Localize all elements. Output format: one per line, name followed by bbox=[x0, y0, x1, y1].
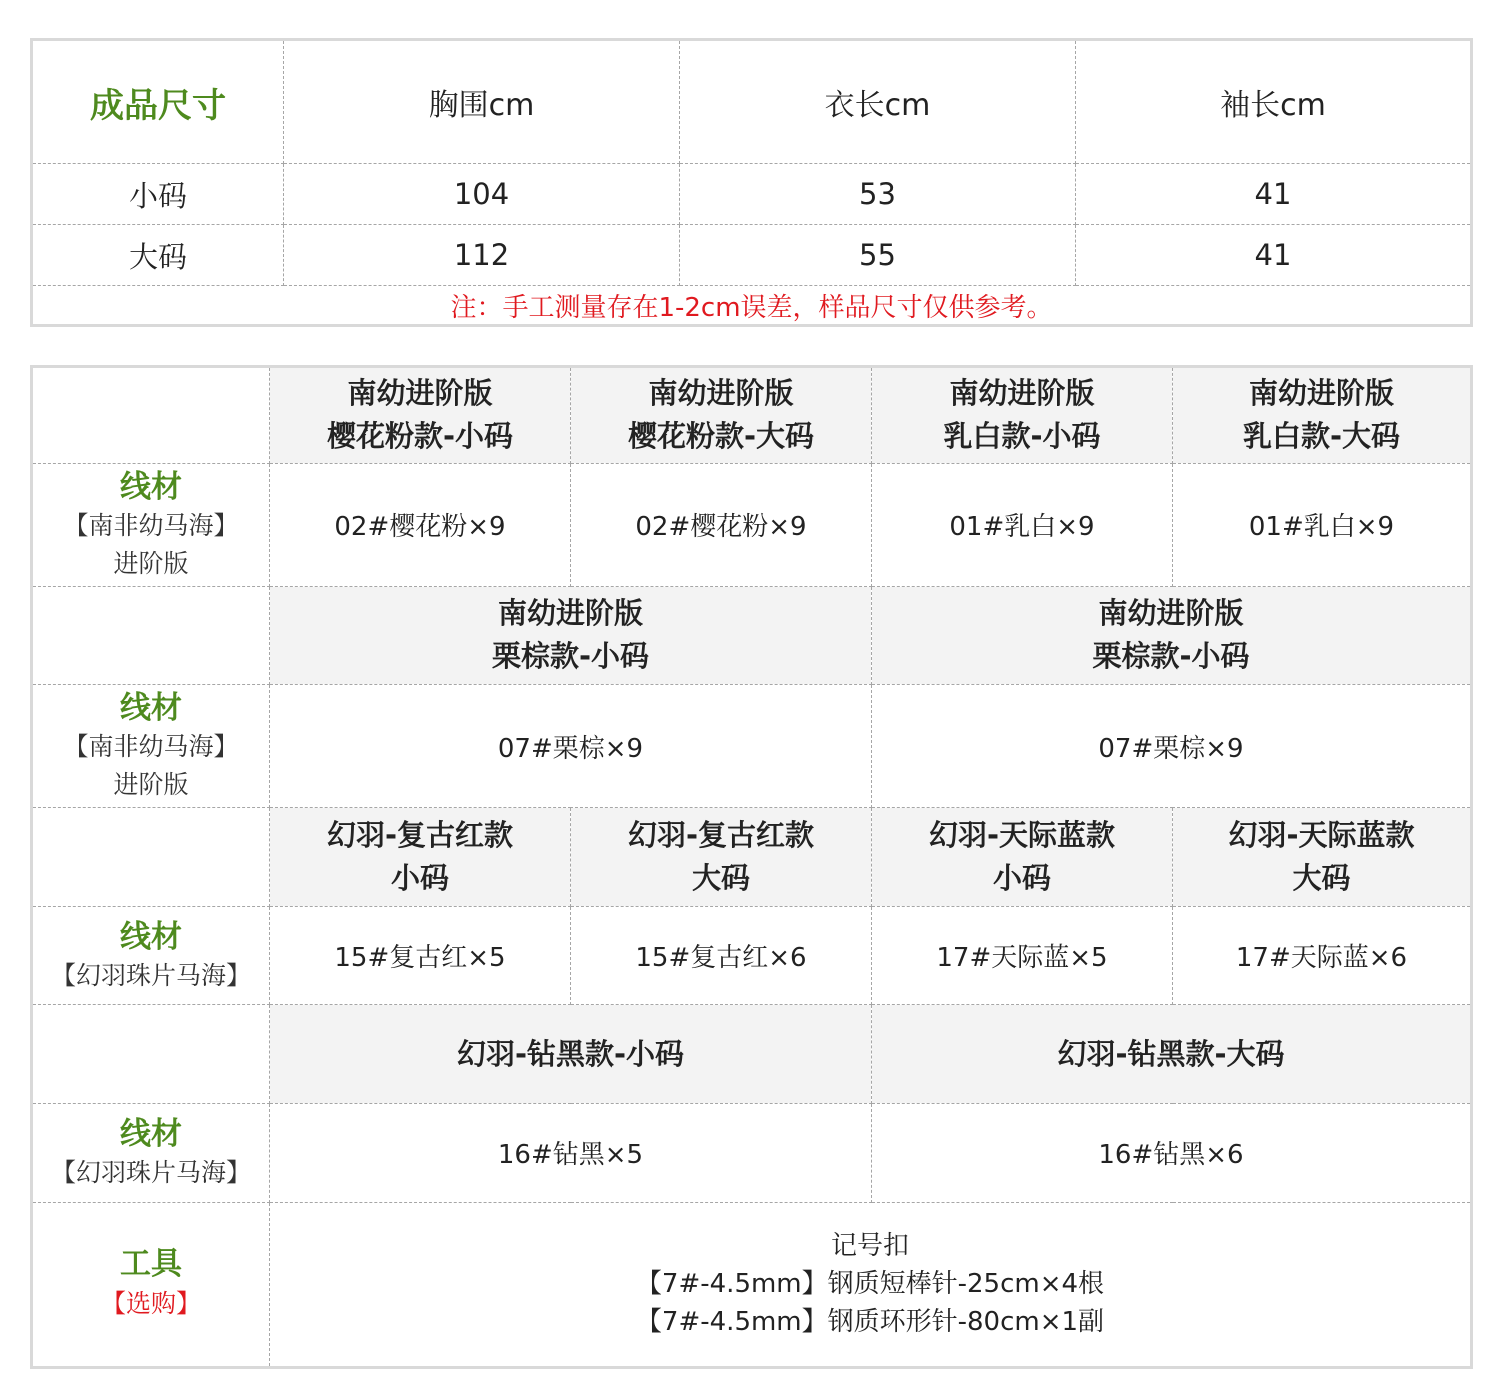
variant-header bbox=[1173, 808, 1472, 907]
variant-header bbox=[270, 367, 571, 464]
section2-header-row bbox=[32, 586, 1472, 685]
size-value-cell bbox=[1076, 164, 1472, 225]
yarn-value: 15#复古红×6 bbox=[635, 943, 807, 974]
size-row-large bbox=[32, 225, 1472, 286]
size-header-cell bbox=[1076, 40, 1472, 164]
variant-header bbox=[270, 1005, 872, 1104]
variant-line2: 栗棕款-小码 bbox=[491, 639, 650, 674]
variant-line2: 栗棕款-小码 bbox=[1092, 639, 1250, 674]
variant-line1: 幻羽-钻黑款-小码 bbox=[456, 1036, 685, 1071]
section4-yarn-row bbox=[32, 1104, 1472, 1203]
variant-line2: 大码 bbox=[1292, 860, 1351, 895]
variant-line1: 幻羽-钻黑款-大码 bbox=[1057, 1036, 1285, 1071]
variant-line2: 乳白款-大码 bbox=[1242, 419, 1401, 454]
size-value-cell bbox=[1076, 225, 1472, 286]
yarn-value-cell bbox=[571, 463, 872, 586]
yarn-value: 15#复古红×5 bbox=[334, 943, 506, 974]
section3-header-row bbox=[32, 808, 1472, 907]
variant-line1: 幻羽-天际蓝款 bbox=[928, 817, 1116, 852]
yarn-value: 16#钻黑×6 bbox=[1098, 1140, 1244, 1171]
size-row-label bbox=[32, 225, 284, 286]
section1-yarn-row bbox=[32, 463, 1472, 586]
variant-line1: 南幼进阶版 bbox=[648, 376, 794, 411]
tool-item: 【7#-4.5mm】钢质环形针-80cm×1副 bbox=[635, 1307, 1105, 1338]
size-value: 53 bbox=[859, 177, 896, 211]
yarn-value-cell bbox=[270, 463, 571, 586]
yarn-value-cell bbox=[571, 906, 872, 1005]
yarn-value: 07#栗棕×9 bbox=[1098, 733, 1244, 764]
variant-line2: 樱花粉款-大码 bbox=[627, 419, 815, 454]
empty-corner-cell bbox=[32, 1005, 270, 1104]
tool-item: 【7#-4.5mm】钢质短棒针-25cm×4根 bbox=[635, 1269, 1105, 1300]
size-header-chest: 胸围cm bbox=[428, 88, 535, 123]
size-title: 成品尺寸 bbox=[90, 85, 226, 126]
empty-corner-cell bbox=[32, 808, 270, 907]
size-note-row bbox=[32, 286, 1472, 326]
variant-header bbox=[872, 367, 1173, 464]
empty-corner-cell bbox=[32, 367, 270, 464]
variant-line1: 幻羽-复古红款 bbox=[627, 817, 815, 852]
yarn-value-cell bbox=[872, 1104, 1472, 1203]
size-table bbox=[30, 38, 1473, 327]
size-label-small: 小码 bbox=[128, 178, 187, 213]
yarn-value-cell bbox=[1173, 463, 1472, 586]
yarn-type: 【幻羽珠片马海】 bbox=[50, 1157, 251, 1187]
yarn-label-cell bbox=[32, 685, 270, 808]
variant-header bbox=[872, 586, 1472, 685]
size-header-sleeve: 袖长cm bbox=[1220, 88, 1326, 123]
tools-list-cell bbox=[270, 1202, 1472, 1367]
size-value-cell bbox=[680, 225, 1076, 286]
size-header-cell bbox=[680, 40, 1076, 164]
variant-line1: 南幼进阶版 bbox=[497, 596, 643, 631]
variant-header bbox=[872, 808, 1173, 907]
size-note: 注：手工测量存在1-2cm误差，样品尺寸仅供参考。 bbox=[450, 292, 1053, 323]
variant-header bbox=[571, 367, 872, 464]
yarn-value: 16#钻黑×5 bbox=[497, 1140, 644, 1171]
yarn-value-cell bbox=[270, 685, 872, 808]
yarn-edition: 进阶版 bbox=[113, 548, 189, 578]
section3-yarn-row bbox=[32, 906, 1472, 1005]
tools-label: 工具 bbox=[120, 1246, 182, 1283]
variant-header bbox=[270, 586, 872, 685]
size-title-cell bbox=[32, 40, 284, 164]
tools-row bbox=[32, 1202, 1472, 1367]
tools-label-cell bbox=[32, 1202, 270, 1367]
yarn-label: 线材 bbox=[120, 690, 182, 727]
yarn-label: 线材 bbox=[120, 1115, 182, 1152]
section2-yarn-row bbox=[32, 685, 1472, 808]
variant-line2: 小码 bbox=[390, 860, 449, 895]
size-value-cell bbox=[284, 164, 680, 225]
variant-line1: 幻羽-复古红款 bbox=[326, 817, 514, 852]
size-value: 104 bbox=[453, 177, 510, 211]
variant-header bbox=[1173, 367, 1472, 464]
variant-line1: 南幼进阶版 bbox=[1098, 596, 1244, 631]
yarn-label: 线材 bbox=[120, 918, 182, 955]
size-value-cell bbox=[284, 225, 680, 286]
yarn-type: 【南非幼马海】 bbox=[63, 732, 239, 762]
variant-header bbox=[872, 1005, 1472, 1104]
variant-line2: 小码 bbox=[992, 860, 1051, 895]
size-row-small bbox=[32, 164, 1472, 225]
yarn-value: 07#栗棕×9 bbox=[497, 733, 644, 764]
variant-line1: 南幼进阶版 bbox=[1248, 376, 1394, 411]
yarn-value: 02#樱花粉×9 bbox=[334, 512, 506, 543]
variant-header bbox=[270, 808, 571, 907]
tool-item: 记号扣 bbox=[830, 1231, 909, 1262]
size-value: 41 bbox=[1254, 238, 1292, 272]
size-header-length: 衣长cm bbox=[824, 88, 931, 123]
yarn-value-cell bbox=[872, 463, 1173, 586]
size-label-large: 大码 bbox=[128, 239, 187, 274]
size-note-cell bbox=[32, 286, 1472, 326]
yarn-value-cell bbox=[872, 685, 1472, 808]
yarn-label: 线材 bbox=[120, 468, 182, 505]
size-value-cell bbox=[680, 164, 1076, 225]
variant-line1: 幻羽-天际蓝款 bbox=[1228, 817, 1415, 852]
materials-table bbox=[30, 365, 1473, 1369]
section1-header-row bbox=[32, 367, 1472, 464]
variant-line1: 南幼进阶版 bbox=[347, 376, 493, 411]
section4-header-row bbox=[32, 1005, 1472, 1104]
empty-corner-cell bbox=[32, 586, 270, 685]
yarn-label-cell bbox=[32, 1104, 270, 1203]
variant-line2: 乳白款-小码 bbox=[943, 419, 1101, 454]
variant-line2: 樱花粉款-小码 bbox=[326, 419, 514, 454]
yarn-value-cell bbox=[270, 906, 571, 1005]
yarn-value: 02#樱花粉×9 bbox=[635, 512, 807, 543]
yarn-edition: 进阶版 bbox=[113, 770, 189, 800]
tools-optional-label: 【选购】 bbox=[100, 1289, 201, 1319]
yarn-label-cell bbox=[32, 906, 270, 1005]
size-header-row bbox=[32, 40, 1472, 164]
size-value: 55 bbox=[859, 238, 896, 272]
yarn-value: 17#天际蓝×6 bbox=[1235, 943, 1408, 974]
yarn-value: 01#乳白×9 bbox=[1248, 512, 1395, 543]
size-row-label bbox=[32, 164, 284, 225]
yarn-value-cell bbox=[270, 1104, 872, 1203]
yarn-type: 【南非幼马海】 bbox=[63, 510, 239, 540]
size-value: 112 bbox=[453, 238, 510, 272]
yarn-value: 17#天际蓝×5 bbox=[936, 943, 1108, 974]
yarn-label-cell bbox=[32, 463, 270, 586]
variant-line2: 大码 bbox=[691, 860, 750, 895]
variant-header bbox=[571, 808, 872, 907]
size-value: 41 bbox=[1254, 177, 1292, 211]
yarn-value-cell bbox=[1173, 906, 1472, 1005]
yarn-value: 01#乳白×9 bbox=[949, 512, 1095, 543]
variant-line1: 南幼进阶版 bbox=[949, 376, 1095, 411]
size-header-cell bbox=[284, 40, 680, 164]
yarn-value-cell bbox=[872, 906, 1173, 1005]
yarn-type: 【幻羽珠片马海】 bbox=[50, 960, 251, 990]
